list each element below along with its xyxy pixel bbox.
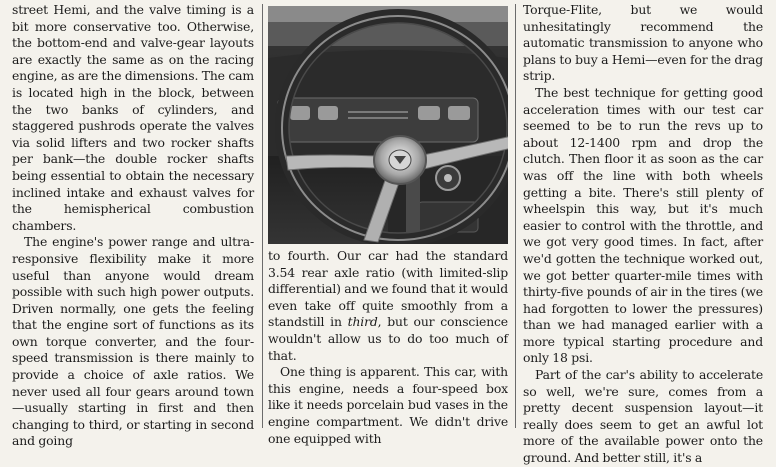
steering-wheel-image: [268, 6, 508, 244]
article-column-middle: [268, 248, 508, 447]
article-column-right: [523, 2, 763, 467]
paragraph: [268, 248, 508, 364]
paragraph: Part of the car's ability to accelerate so well, we're sure, comes from a pretty decent suspension layout—it really does seem to get an awful lot more of the available power onto the ground. And better still, it's a: [523, 367, 763, 466]
column-divider: [515, 4, 516, 428]
text-run: , but our conscience wouldn't allow us to do too much of that.: [268, 314, 508, 363]
dashboard-photo: [268, 6, 508, 244]
italic-text: third: [347, 314, 378, 330]
paragraph: The best technique for getting good acceleration times with our test car seemed to be to run the revs up to about 12-1400 rpm and drop the clutch. Then floor it as soon as the car was off the line with both wheels getting a bite. There's still plenty of wheelspin this way, but it's much easier to control with the throttle, and we got very good times. In fact, after we'd gotten the technique worked out, we got better quarter-mile times with thirty-five pounds of air in the tires (we had forgotten to lower the pressures) than we had managed earlier with a more typical starting procedure and only 18 psi.: [523, 84, 763, 366]
column-divider: [262, 4, 263, 428]
article-column-left: [12, 2, 254, 450]
paragraph: Torque-Flite, but we would unhesitatingly recommend the automatic transmission to anyone who plans to buy a Hemi—even for the drag strip.: [523, 2, 763, 84]
text-run: to fourth. Our car had the standard 3.54 rear axle ratio (with limited-slip differential) and we found that it would even take off quite smoothly from a standstill in: [268, 248, 508, 330]
paragraph: One thing is apparent. This car, with this engine, needs a four-speed box like it needs porcelain bud vases in the engine compartment. We didn't drive one equipped with: [268, 364, 508, 446]
paragraph: street Hemi, and the valve timing is a bit more conservative too. Otherwise, the bottom-end and valve-gear layouts are exactly the same as on the racing engine, as are the dimensions. The cam is located high in the block, between the two banks of cylinders, and staggered pushrods operate the valves via solid lifters and two rocker shafts per bank—the double rocker shafts being essential to obtain the necessary inclined intake and exhaust valves for the hemispherical combustion chambers.: [12, 2, 254, 233]
paragraph: The engine's power range and ultra-responsive flexibility make it more useful than anyone would dream possible with such high power outputs. Driven normally, one gets the feeling that the engine sort of functions as its own torque converter, and the four-speed transmission is there mainly to provide a choice of axle ratios. We never used all four gears around town—usually starting in first and then changing to third, or starting in second and going: [12, 234, 254, 449]
